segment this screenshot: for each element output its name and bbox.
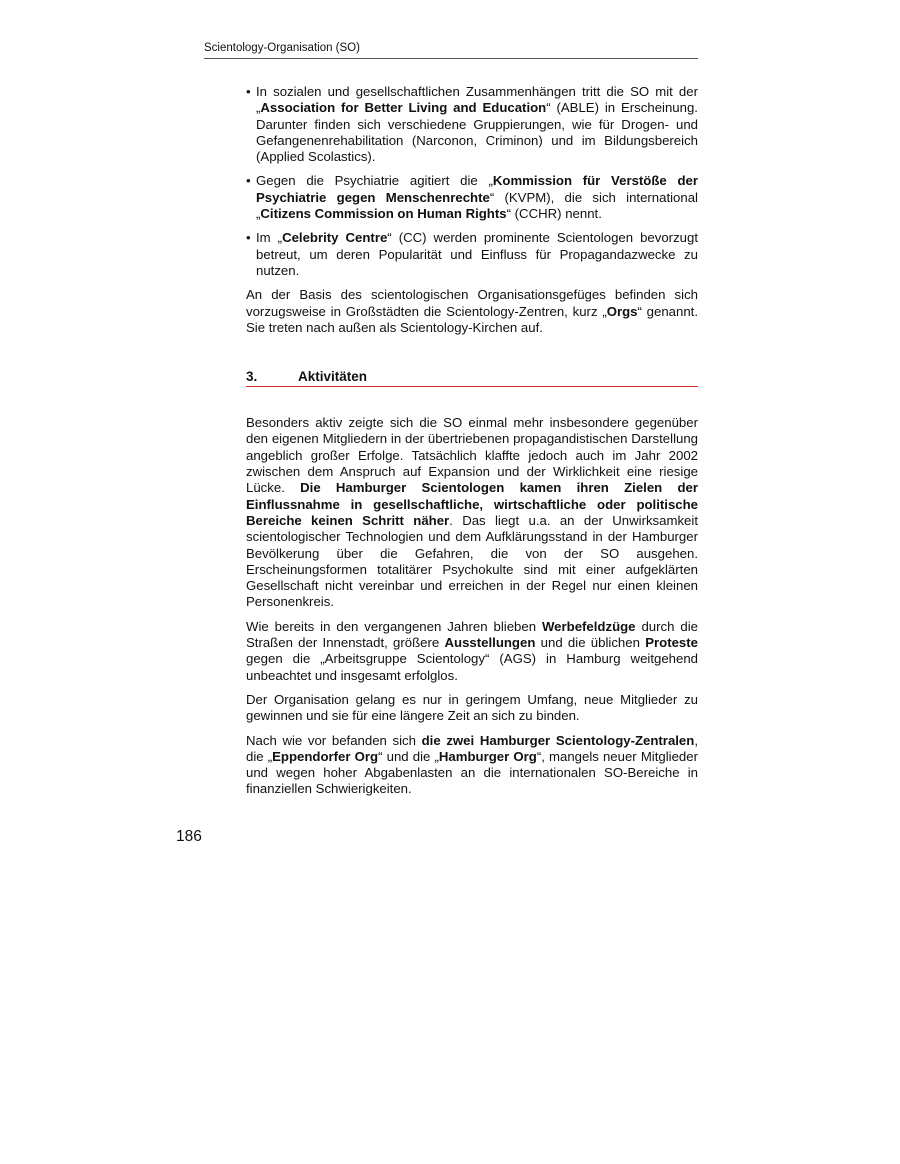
running-head: Scientology-Organisation (SO) (204, 40, 698, 59)
bullet-text (256, 84, 698, 164)
text-run: und die üblichen (535, 635, 646, 651)
text-run: durch die Straßen der Innenstadt, größere (246, 618, 698, 651)
text-run: “, mangels neuer Mitglieder und wegen hoher Abgabenlasten an die internationalen SO-Bereiche in finanziellen Schwierigkeiten. (246, 748, 698, 797)
text-run: Gegen die Psychiatrie agitiert die „ (256, 173, 493, 189)
body-paragraph (246, 733, 698, 798)
emphasis-text: Citizens Commission on Human Rights (260, 206, 507, 222)
page-body (246, 84, 698, 806)
bullet-dot-icon: • (246, 84, 251, 99)
text-run: Im „ (256, 230, 283, 246)
page-number: 186 (176, 828, 202, 845)
text-run: , die „ (246, 732, 698, 764)
text-run: Der Organisation gelang es nur in geringem Umfang, neue Mitglieder zu gewinnen und sie für eine längere Zeit an sich zu binden. (246, 691, 698, 724)
section-heading (246, 368, 698, 387)
text-run: An der Basis des scientologischen Organisationsgefüges befinden sich vorzugsweise in Großstädten die Scientology-Zentren, kurz „ (246, 287, 698, 319)
text-run: “ und die „ (378, 748, 439, 764)
section-title: Aktivitäten (298, 369, 368, 385)
intro-paragraph (246, 287, 698, 336)
body-paragraph (246, 692, 698, 725)
emphasis-text: Werbefeldzüge (541, 618, 636, 634)
bullet-item (246, 230, 698, 279)
bullet-item (246, 173, 698, 222)
emphasis-text: Die Hamburger Scientologen kamen ihren Zielen der Einflussnahme in gesellschaftliche, wirtschaftliche oder politische Bereiche keinen Schritt näher (246, 480, 698, 528)
text-run: “ (ABLE) in Erscheinung. Darunter finden sich verschiedene Gruppierungen, wie für Drogen- und Gefangenenrehabilitation (Narconon, Criminon) und im Bildungsbereich (Applied Scolastics). (256, 100, 698, 165)
emphasis-text: Proteste (645, 635, 698, 651)
text-run: “ genannt. Sie treten nach außen als Scientology-Kirchen auf. (246, 303, 699, 335)
emphasis-text: Hamburger Org (438, 748, 537, 764)
text-run: “ (KVPM), die sich international „ (256, 189, 698, 222)
emphasis-text: Celebrity Centre (282, 230, 388, 246)
emphasis-text: die zwei Hamburger Scientology-Zentralen (421, 732, 695, 748)
text-run: “ (CCHR) nennt. (506, 206, 602, 222)
text-run: . Das liegt u.a. an der Unwirksamkeit scientologischer Technologien und dem Aufklärungsstand in der Hamburger Bevölkerung über die Gefahren, die von der SO ausgehen. Erscheinungsformen totalitärer Psychokulte sind mit einer aufgeklärten Gesellschaft nicht vereinbar und erreichen in der Regel nur einen kleinen Personenkreis. (246, 512, 698, 610)
emphasis-text: Ausstellungen (444, 635, 536, 651)
text-run: In sozialen und gesellschaftlichen Zusammenhängen tritt die SO mit der „ (256, 84, 698, 116)
bullet-item (246, 84, 698, 165)
bullet-dot-icon: • (246, 173, 251, 189)
body-paragraph (246, 415, 698, 611)
text-run: gegen die „Arbeitsgruppe Scientology“ (AGS) in Hamburg weitgehend unbeachtet und insgesamt erfolglos. (246, 651, 698, 683)
body-paragraph (246, 619, 698, 684)
bullet-text (256, 173, 698, 221)
emphasis-text: Kommission für Verstöße der Psychiatrie gegen Menschenrechte (256, 173, 698, 205)
bullet-dot-icon: • (246, 230, 251, 246)
emphasis-text: Eppendorfer Org (272, 748, 379, 764)
text-run: Nach wie vor befanden sich (246, 732, 422, 748)
text-run: Besonders aktiv zeigte sich die SO einmal mehr insbesondere gegenüber den eigenen Mitgliedern in der übertriebenen propagandistischen Darstellung angeblich großer Erfolge. Tatsächlich klaffte jedoch auch im Jahr 2002 zwischen dem Anspruch auf Expansion und der Wirklichkeit eine riesige Lücke. (246, 415, 698, 496)
bullet-text (256, 230, 698, 278)
emphasis-text: Orgs (606, 303, 638, 319)
emphasis-text: Association for Better Living and Education (260, 100, 547, 116)
section-number: 3. (246, 369, 258, 385)
text-run: “ (CC) werden prominente Scientologen bevorzugt betreut, um deren Popularität und Einfluss für Propagandazwecke zu nutzen. (256, 230, 698, 278)
text-run: Wie bereits in den vergangenen Jahren blieben (246, 618, 542, 634)
